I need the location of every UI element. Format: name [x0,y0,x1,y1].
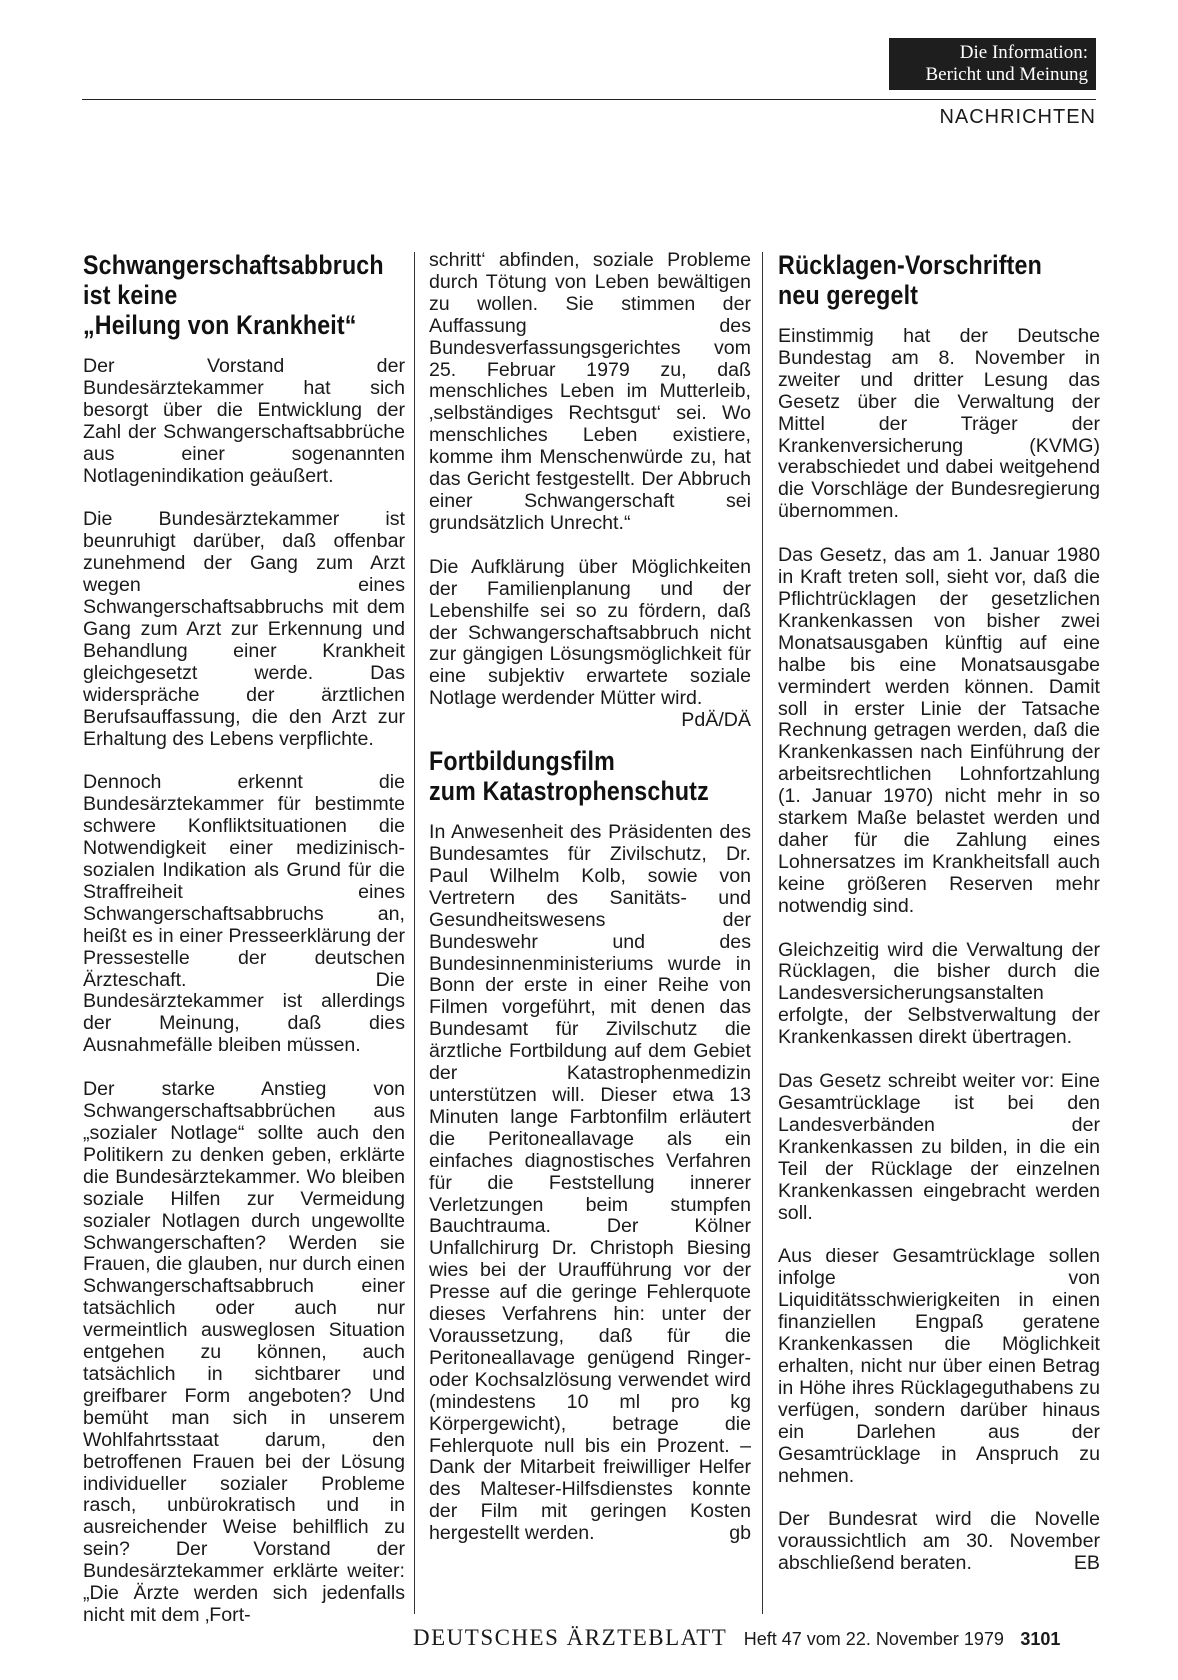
section-label: NACHRICHTEN [939,106,1096,128]
header-rule [82,99,1096,100]
column-divider [762,252,763,1614]
author-signature: EB [1073,1552,1100,1575]
title-line: „Heilung von Krankheit“ [83,310,357,340]
paragraph [429,555,751,732]
paragraph: schritt‘ abfinden, soziale Probleme durch Tötung von Leben bewältigen zu wollen. Sie stimmen der Auffassung des Bundesverfassungsgerichtes vom 25. Februar 1979 zu, daß menschliches Leben im Mutterleib, ‚selbständiges Rechtsgut‘ sei. Wo menschliches Leben existiere, komme ihm Menschenwürde zu, hat das Gericht festgestellt. Der Abbruch einer Schwangerschaft sei grundsätzlich Unrecht.“ [429,249,751,534]
paragraph: Das Gesetz, das am 1. Januar 1980 in Kraft treten soll, sieht vor, daß die Pflichtrücklagen der gesetzlichen Krankenkassen von bisher zwei Monatsausgaben künftig auf eine halbe bis eine Monatsausgabe vermindert werden können. Damit soll in erster Linie der Tatsache Rechnung getragen werden, daß die Krankenkassen nach Einführung der arbeitsrechtlichen Lohnfortzahlung (1. Januar 1970) nicht mehr in so starkem Maße belastet werden und daher für die Zahlung eines Lohnersatzes im Krankheitsfall auch keine größeren Reserven mehr notwendig sind. [778,544,1100,917]
rubric-line-2: Bericht und Meinung [925,64,1088,85]
paragraph-text: In Anwesenheit des Präsidenten des Bundesamtes für Zivilschutz, Dr. Paul Wilhelm Kolb, sowie von Vertretern des Sanitäts- und Gesundheitswesens der Bundeswehr und des Bundesinnenministeriums wurde in Bonn der erste in einer Reihe von Filmen vorgeführt, mit denen das Bundesamt für Zivilschutz die ärztliche Fortbildung auf dem Gebiet der Katastrophenmedizin unterstützen will. Dieser etwa 13 Minuten lange Farbtonfilm erläutert die Peritoneallavage als ein einfaches diagnostisches Verfahren für die Feststellung innerer Verletzungen beim stumpfen Bauchtrauma. Der Kölner Unfallchirurg Dr. Christoph Biesing wies bei der Uraufführung vor der Presse auf die geringe Fehlerquote dieses Verfahrens hin: unter der Voraussetzung, daß für die Peritoneallavage genügend Ringer- oder Kochsalzlösung verwendet wird (mindestens 10 ml pro kg Körpergewicht), betrage die Fehlerquote null bis ein Prozent. – Dank der Mitarbeit freiwilliger Helfer des Malteser-Hilfsdienstes konnte der Film mit geringen Kosten hergestellt werden. [429,821,751,1545]
issue-info: Heft 47 vom 22. November 1979 [743,1629,1004,1649]
title-line: neu geregelt [778,280,919,310]
rubric-box [889,38,1096,90]
title-line: Fortbildungsfilm [429,746,615,777]
article-title [429,746,750,806]
paragraph-text: Die Aufklärung über Möglichkeiten der Familienplanung und der Lebenshilfe sei so zu fördern, daß der Schwangerschaftsabbruch nicht zur gängigen Lösungsmöglichkeit für eine subjektiv erwartete soziale Notlage werdender Mütter wird. [429,555,751,710]
article-title [778,250,1099,310]
paragraph: Der starke Anstieg von Schwangerschaftsabbrüchen aus „sozialer Notlage“ sollte auch den Politikern zu denken geben, erklärte die Bundesärztekammer. Wo bleiben soziale Hilfen zur Vermeidung sozialer Notlagen durch ungewollte Schwangerschaften? Werden sie Frauen, die glauben, nur durch einen Schwangerschaftsabbruch einer tatsächlich oder auch nur vermeintlich ausweglosen Situation entgehen zu können, auch tatsächlich in sichtbarer und greifbarer Form angeboten? Und bemüht man sich in unserem Wohlfahrtsstaat darum, den betroffenen Frauen bei der Lösung individueller sozialer Probleme rasch, unbürokratisch und in ausreichender Weise behilflich zu sein? Der Vorstand der Bundesärztekammer erklärte weiter: „Die Ärzte werden sich jedenfalls nicht mit dem ‚Fort- [83,1078,405,1626]
paragraph: Die Bundesärztekammer ist beunruhigt darüber, daß offenbar zunehmend der Gang zum Arzt wegen eines Schwangerschaftsabbruchs mit dem Gang zum Arzt zur Erkennung und Behandlung einer Krankheit gleichgesetzt werde. Das widerspräche der ärztlichen Berufsauffassung, die den Arzt zur Erhaltung des Lebens verpflichte. [83,508,405,750]
paragraph: Einstimmig hat der Deutsche Bundestag am 8. November in zweiter und dritter Lesung das Gesetz über die Verwaltung der Mittel der Träger der Krankenversicherung (KVMG) verabschiedet und dabei weitgehend die Vorschläge der Bundesregierung übernommen. [778,325,1100,523]
title-line: zum Katastrophenschutz [429,776,709,807]
article-title [83,250,404,340]
paragraph: Aus dieser Gesamtrücklage sollen infolge von Liquiditätsschwierigkeiten in einen finanziellen Engpaß geratene Krankenkassen die Möglichkeit erhalten, nicht nur über einen Betrag in Höhe ihres Rücklageguthabens zu verfügen, sondern darüber hinaus ein Darlehen aus der Gesamtrücklage in Anspruch zu nehmen. [778,1245,1100,1487]
title-line: Rücklagen-Vorschriften [778,250,1042,280]
paragraph: Der Vorstand der Bundesärztekammer hat sich besorgt über die Entwicklung der Zahl der Schwangerschaftsabbrüche aus einer sogenannten Notlagenindikation geäußert. [83,355,405,487]
page-number: 3101 [1020,1629,1061,1649]
rubric-line-1: Die Information: [959,42,1088,63]
paragraph [429,822,751,1545]
author-signature: gb [729,1522,751,1545]
title-line: Schwangerschaftsabbruch [83,250,384,280]
paragraph: Gleichzeitig wird die Verwaltung der Rücklagen, die bisher durch die Landesversicherungsanstalten erfolgte, der Selbstverwaltung der Krankenkassen direkt übertragen. [778,938,1100,1049]
column-3 [778,250,1100,1575]
column-2 [429,250,751,1545]
paragraph [778,1509,1100,1575]
paragraph: Das Gesetz schreibt weiter vor: Eine Gesamtrücklage ist bei den Landesverbänden der Krankenkassen zu bilden, in die ein Teil der Rücklage der einzelnen Krankenkassen eingebracht werden soll. [778,1070,1100,1224]
paragraph-text: Der Bundesrat wird die Novelle voraussichtlich am 30. November abschließend beraten. [778,1508,1100,1575]
author-signature: PdÄ/DÄ [681,709,751,732]
title-line: ist keine [83,280,178,310]
column-1 [83,250,405,1649]
journal-name: DEUTSCHES ÄRZTEBLATT [413,1625,728,1650]
page-footer [413,1625,1060,1651]
column-divider [414,252,415,1614]
paragraph: Dennoch erkennt die Bundesärztekammer für bestimmte schwere Konfliktsituationen die Notwendigkeit einer medizinisch-sozialen Indikation als Grund für die Straffreiheit eines Schwangerschaftsabbruchs an, heißt es in einer Presseerklärung der Pressestelle der deutschen Ärzteschaft. Die Bundesärztekammer ist allerdings der Meinung, daß dies Ausnahmefälle bleiben müssen. [83,771,405,1057]
